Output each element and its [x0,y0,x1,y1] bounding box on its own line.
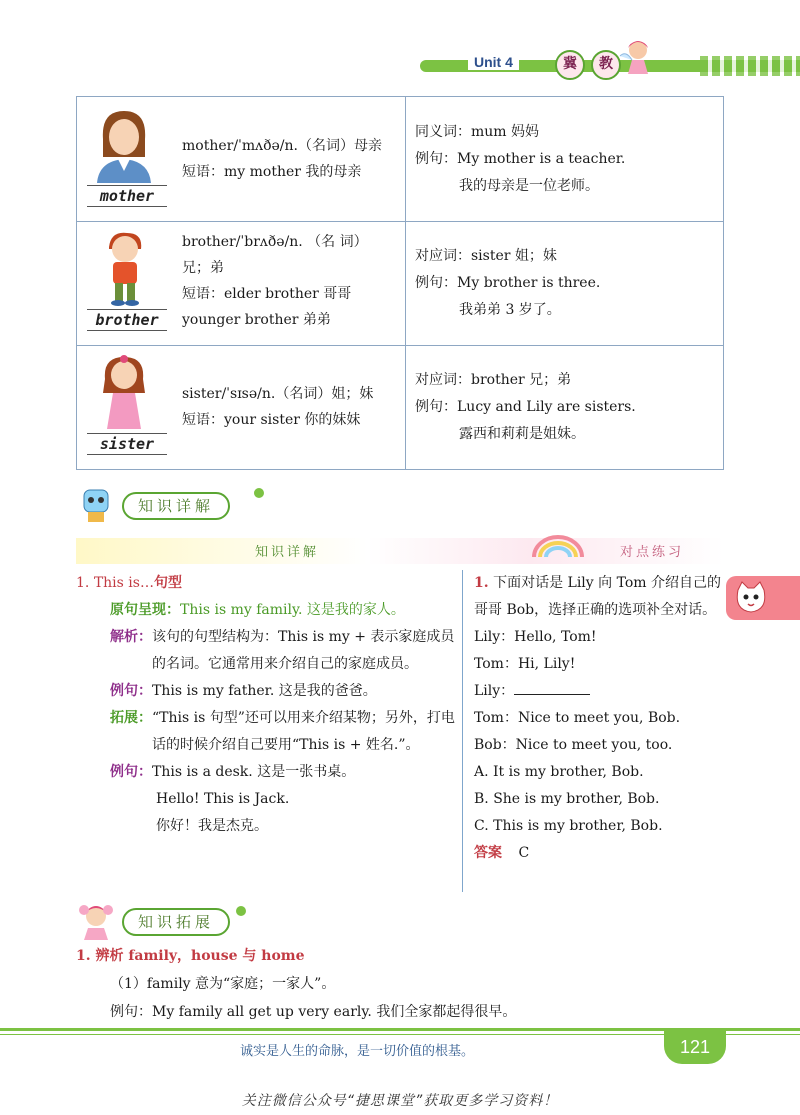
analysis-label: 解析： [110,629,152,645]
example-text: This is my father. 这是我的爸爸。 [152,683,377,699]
question-number: 1. [474,575,489,591]
answer-value: C [518,845,530,861]
banner-dot [236,906,246,916]
extension-section [76,942,726,1026]
vocab-row-sister [77,345,723,469]
mother-illustration-icon [87,105,161,183]
dialogue-line: Bob：Nice to meet you, too. [474,737,673,753]
vocab-row-brother [77,221,723,346]
dialogue-line: Lily：Hello, Tom! [474,629,597,645]
answer-line [474,840,724,867]
explanation-column [76,570,456,840]
section-banner-extend [76,900,266,936]
point-heading [76,570,456,597]
badge-ji: 冀 [555,50,585,80]
section-title: 知识详解 [122,492,230,520]
dialogue-line: Tom：Nice to meet you, Bob. [474,710,681,726]
dialogue-line: Tom：Hi, Lily! [474,656,576,672]
banner-dot [254,488,264,498]
sister-illustration-icon [87,353,161,431]
example-2 [76,759,456,786]
column-divider [462,570,463,892]
dialogue-blank-line [474,678,724,705]
extension-label: 拓展： [110,710,152,726]
vocab-right-text [415,119,715,200]
vocab-cell-left [77,345,406,469]
vocab-phrase: 短语：my mother 我的母亲 [182,164,362,180]
point-heading-cn: 句型 [153,575,182,591]
question-text: 下面对话是 Lily 向 Tom 介绍自己的哥哥 Bob，选择正确的选项补全对话。 [474,575,721,618]
vocab-left-text [182,229,397,333]
example-text-3: 你好！我是杰克。 [156,818,268,834]
vocab-definition: brother/ˈbrʌðə/n. （名 词） [182,234,368,250]
question-stem [474,570,724,624]
option-c: C. This is my brother, Bob. [474,818,663,834]
vocab-example: 例句：My mother is a teacher. [415,151,626,167]
footer-motto: 诚实是人生的命脉，是一切价值的根基。 [240,1044,475,1059]
vocab-related: 对应词：sister 姐；妹 [415,248,557,264]
vocab-related: 同义词：mum 妈妈 [415,124,540,140]
original-text: This is my family. 这是我的家人。 [180,602,405,618]
girl-mascot-icon [76,900,116,940]
original-label: 原句呈现： [110,602,180,618]
vocab-example: 例句：Lucy and Lily are sisters. [415,399,636,415]
vocab-left-text [182,133,397,185]
robot-mascot-icon [76,484,116,524]
vocab-phrase: 短语：elder brother 哥哥 [182,286,352,302]
fairy-mascot-icon [618,36,658,76]
watermark-text: 关注微信公众号“捷思课堂”获取更多学习资料！ [241,1093,559,1109]
section-title: 知识拓展 [122,908,230,936]
vocab-cell-left [77,97,406,221]
header-checker-strip [700,56,800,76]
example-text: This is a desk. 这是一张书桌。 [152,764,356,780]
rainbow-icon [530,533,586,559]
page-header [0,0,800,92]
extension-text: “This is 句型”还可以用来介绍某物；另外，打电话的时候介绍自己要用“This is + 姓名.”。 [152,710,455,753]
page-number: 121 [664,1030,726,1064]
section-banner-explain [76,484,266,520]
extension-point: （1）family 意为“家庭；一家人”。 [110,976,336,992]
subhead-practice: 对点练习 [620,545,685,560]
option-a: A. It is my brother, Bob. [474,764,644,780]
badge-jiao: 教 [591,50,621,80]
vocab-example-cn: 我弟弟 3 岁了。 [459,302,561,318]
vocab-right-text [415,367,715,448]
vocab-word: mother [87,185,167,207]
vocabulary-table [76,96,724,470]
vocab-word: brother [87,309,167,331]
vocab-row-mother [77,97,723,222]
extension-heading: 1. 辨析 family，house 与 home [76,948,305,964]
analysis-text: 该句的句型结构为：This is my + 表示家庭成员的名词。它通常用来介绍自己的家庭成员。 [152,629,455,672]
vocab-related: 对应词：brother 兄；弟 [415,372,572,388]
extension-example: 例句：My family all get up very early. 我们全家都起得很早。 [110,1004,517,1020]
option-b: B. She is my brother, Bob. [474,791,660,807]
vocab-example-cn: 我的母亲是一位老师。 [459,178,599,194]
original-sentence [76,597,456,624]
answer-blank[interactable] [514,678,590,695]
answer-label: 答案 [474,845,502,861]
brother-illustration-icon [87,229,161,307]
example-label: 例句： [110,764,152,780]
subhead-explain: 知识详解 [255,545,320,560]
point-number: 1. [76,575,90,591]
vocab-phrase-2: younger brother 弟弟 [182,312,331,328]
dialogue-speaker: Lily： [474,683,515,699]
vocab-definition-cont: 兄；弟 [182,260,224,276]
vocab-definition: mother/ˈmʌðə/n.（名词）母亲 [182,138,382,154]
vocab-right-text [415,243,715,324]
example-text-2: Hello! This is Jack. [156,791,290,807]
vocab-cell-left [77,221,406,345]
vocab-example-cn: 露西和莉莉是姐妹。 [459,426,585,442]
example-1 [76,678,456,705]
point-heading-en: This is… [93,575,154,591]
vocab-word: sister [87,433,167,455]
vocab-example: 例句：My brother is three. [415,275,601,291]
example-label: 例句： [110,683,152,699]
practice-column [474,570,724,867]
analysis-block [76,624,456,678]
vocab-left-text [182,381,397,433]
cat-mascot-icon [734,580,768,614]
unit-label: Unit 4 [468,54,519,70]
vocab-definition: sister/ˈsɪsə/n.（名词）姐；妹 [182,386,374,402]
vocab-phrase: 短语：your sister 你的妹妹 [182,412,361,428]
extension-block [76,705,456,759]
